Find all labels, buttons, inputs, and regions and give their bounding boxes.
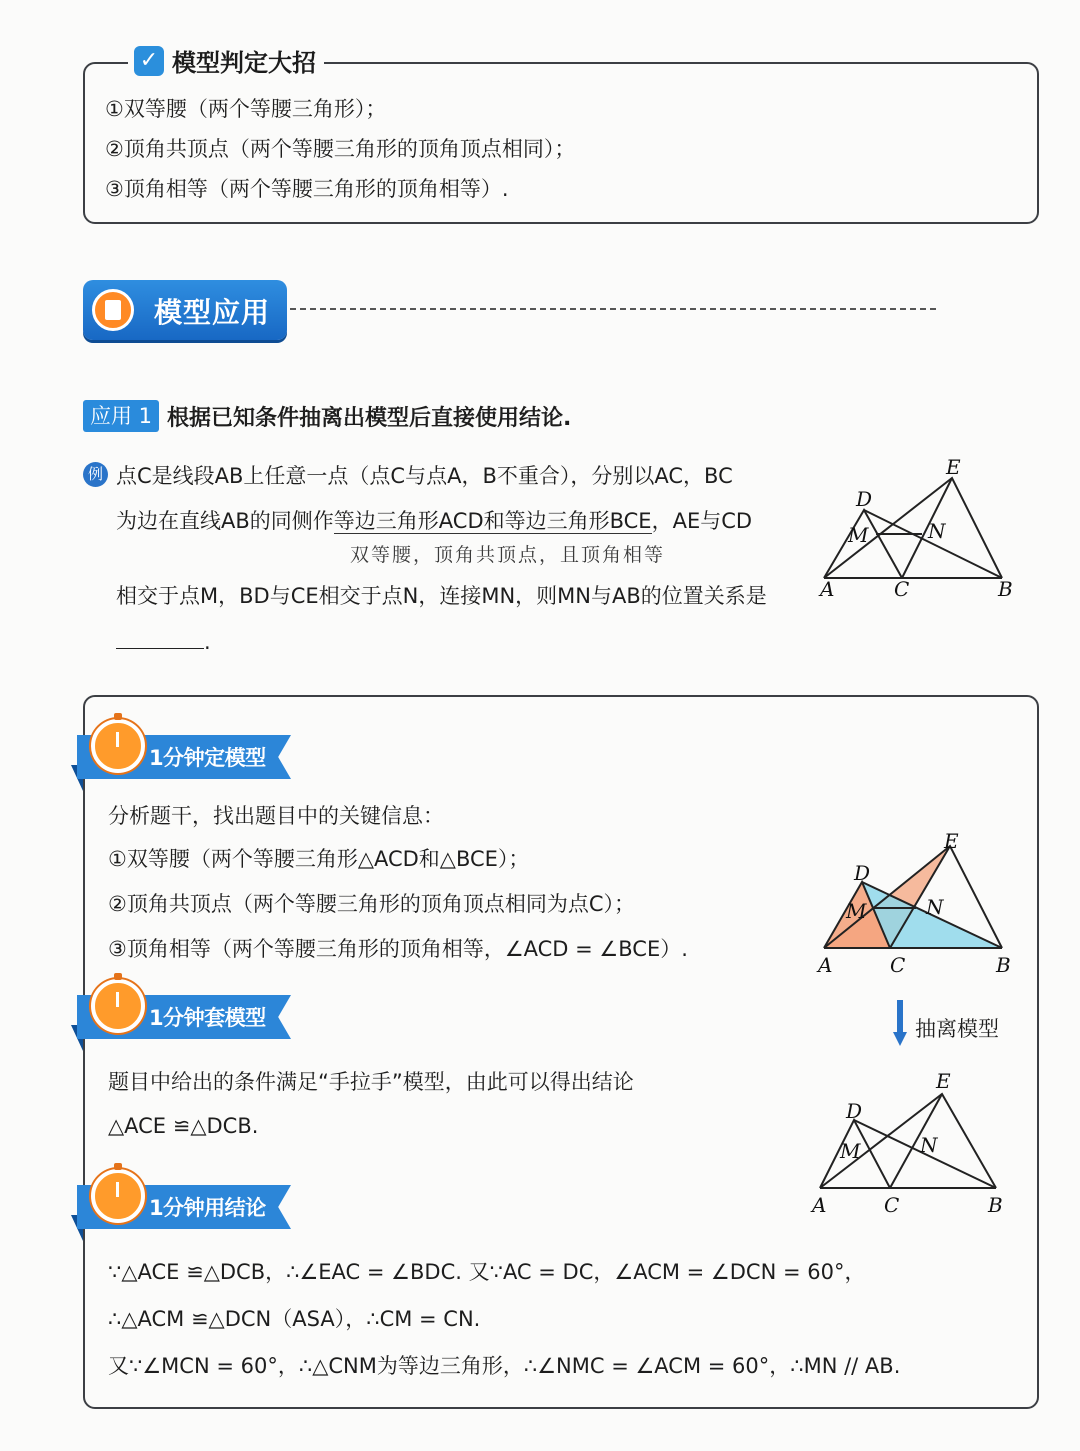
fig2-label-c: C: [890, 953, 906, 977]
example-annotation: 双等腰，顶角共顶点，且顶角相等: [350, 544, 666, 566]
application-title: 根据已知条件抽离出模型后直接使用结论.: [167, 406, 572, 431]
step1-line-1: 分析题干，找出题目中的关键信息：: [108, 804, 444, 828]
extracted-figure: [808, 1066, 1028, 1218]
fig2-label-m: M: [846, 899, 867, 923]
fig3-label-d: D: [846, 1099, 863, 1123]
fig1-label-e: E: [946, 455, 961, 479]
step3-label: 1分钟用结论: [149, 1196, 266, 1220]
fig1-label-c: C: [894, 577, 910, 601]
stopwatch-icon: [91, 979, 145, 1033]
fig3-label-n: N: [920, 1133, 938, 1157]
fig3-label-c: C: [884, 1193, 900, 1217]
fig1-label-a: A: [820, 577, 835, 601]
step1-line-4: ③顶角相等（两个等腰三角形的顶角相等，∠ACD = ∠BCE）.: [108, 937, 688, 961]
criteria-item-1: ①双等腰（两个等腰三角形）；: [105, 97, 387, 121]
fig3-label-b: B: [988, 1193, 1003, 1217]
application-tag: 应用 1: [83, 400, 159, 432]
extract-model-label: 抽离模型: [915, 1017, 999, 1041]
fig2-label-e: E: [944, 829, 959, 853]
dashed-divider: [290, 308, 936, 310]
fig1-label-b: B: [998, 577, 1013, 601]
step2-ribbon: [77, 995, 291, 1039]
fig3-label-m: M: [840, 1139, 861, 1163]
criteria-item-3: ③顶角相等（两个等腰三角形的顶角相等）.: [105, 177, 509, 201]
notebook-icon: [92, 289, 134, 331]
example-line-4-period: .: [204, 630, 211, 654]
section-title: 模型应用: [154, 296, 271, 329]
step3-ribbon: [77, 1185, 291, 1229]
arrow-down-icon: [893, 1000, 907, 1046]
example-line-1: 点C是线段AB上任意一点（点C与点A，B不重合），分别以AC，BC: [116, 464, 733, 488]
example-badge: 例: [83, 462, 108, 487]
step3-line-2: ∴△ACM ≌△DCN（ASA），∴CM = CN.: [108, 1307, 481, 1331]
step2-line-2: △ACE ≌△DCB.: [108, 1114, 259, 1138]
stopwatch-icon: [91, 719, 145, 773]
fig1-label-m: M: [848, 523, 869, 547]
fig3-label-e: E: [936, 1069, 951, 1093]
step3-line-1: ∵△ACE ≌△DCB，∴∠EAC = ∠BDC. 又∵AC = DC，∠ACM = ∠DCN = 60°，: [108, 1260, 866, 1284]
step1-line-3: ②顶角共顶点（两个等腰三角形的顶角顶点相同为点C）；: [108, 892, 635, 916]
fig3-label-a: A: [812, 1193, 827, 1217]
step3-line-3: 又∵∠MCN = 60°，∴△CNM为等边三角形，∴∠NMC = ∠ACM = 60°，∴MN // AB.: [108, 1354, 901, 1378]
step2-line-1: 题目中给出的条件满足“手拉手”模型，由此可以得出结论: [108, 1070, 634, 1094]
example-line-2-end: ，AE与CD: [651, 509, 753, 533]
example-underlined-condition: 等边三角形ACD和等边三角形BCE: [333, 509, 652, 533]
step1-ribbon: [77, 735, 291, 779]
example-line-3: 相交于点M，BD与CE相交于点N，连接MN，则MN与AB的位置关系是: [116, 584, 767, 608]
criteria-item-2: ②顶角共顶点（两个等腰三角形的顶角顶点相同）；: [105, 137, 576, 161]
step1-label: 1分钟定模型: [149, 746, 266, 770]
example-figure: [812, 452, 1032, 602]
example-line-4: [116, 628, 211, 656]
criteria-title: 模型判定大招: [172, 49, 316, 77]
answer-blank[interactable]: [116, 630, 204, 649]
checkmark-icon: ✓: [134, 46, 164, 76]
fig1-label-d: D: [856, 487, 873, 511]
fig2-label-d: D: [854, 861, 871, 885]
stopwatch-icon: [91, 1169, 145, 1223]
step1-line-2: ①双等腰（两个等腰三角形△ACD和△BCE）；: [108, 847, 530, 871]
example-line-2-start: 为边在直线AB的同侧作: [116, 509, 334, 533]
example-line-2: [116, 507, 752, 535]
criteria-header: [128, 43, 324, 78]
fig1-label-n: N: [928, 519, 946, 543]
fig2-label-n: N: [926, 895, 944, 919]
fig2-label-b: B: [996, 953, 1011, 977]
colored-figure: [810, 826, 1030, 978]
fig2-label-a: A: [818, 953, 833, 977]
step2-label: 1分钟套模型: [149, 1006, 266, 1030]
